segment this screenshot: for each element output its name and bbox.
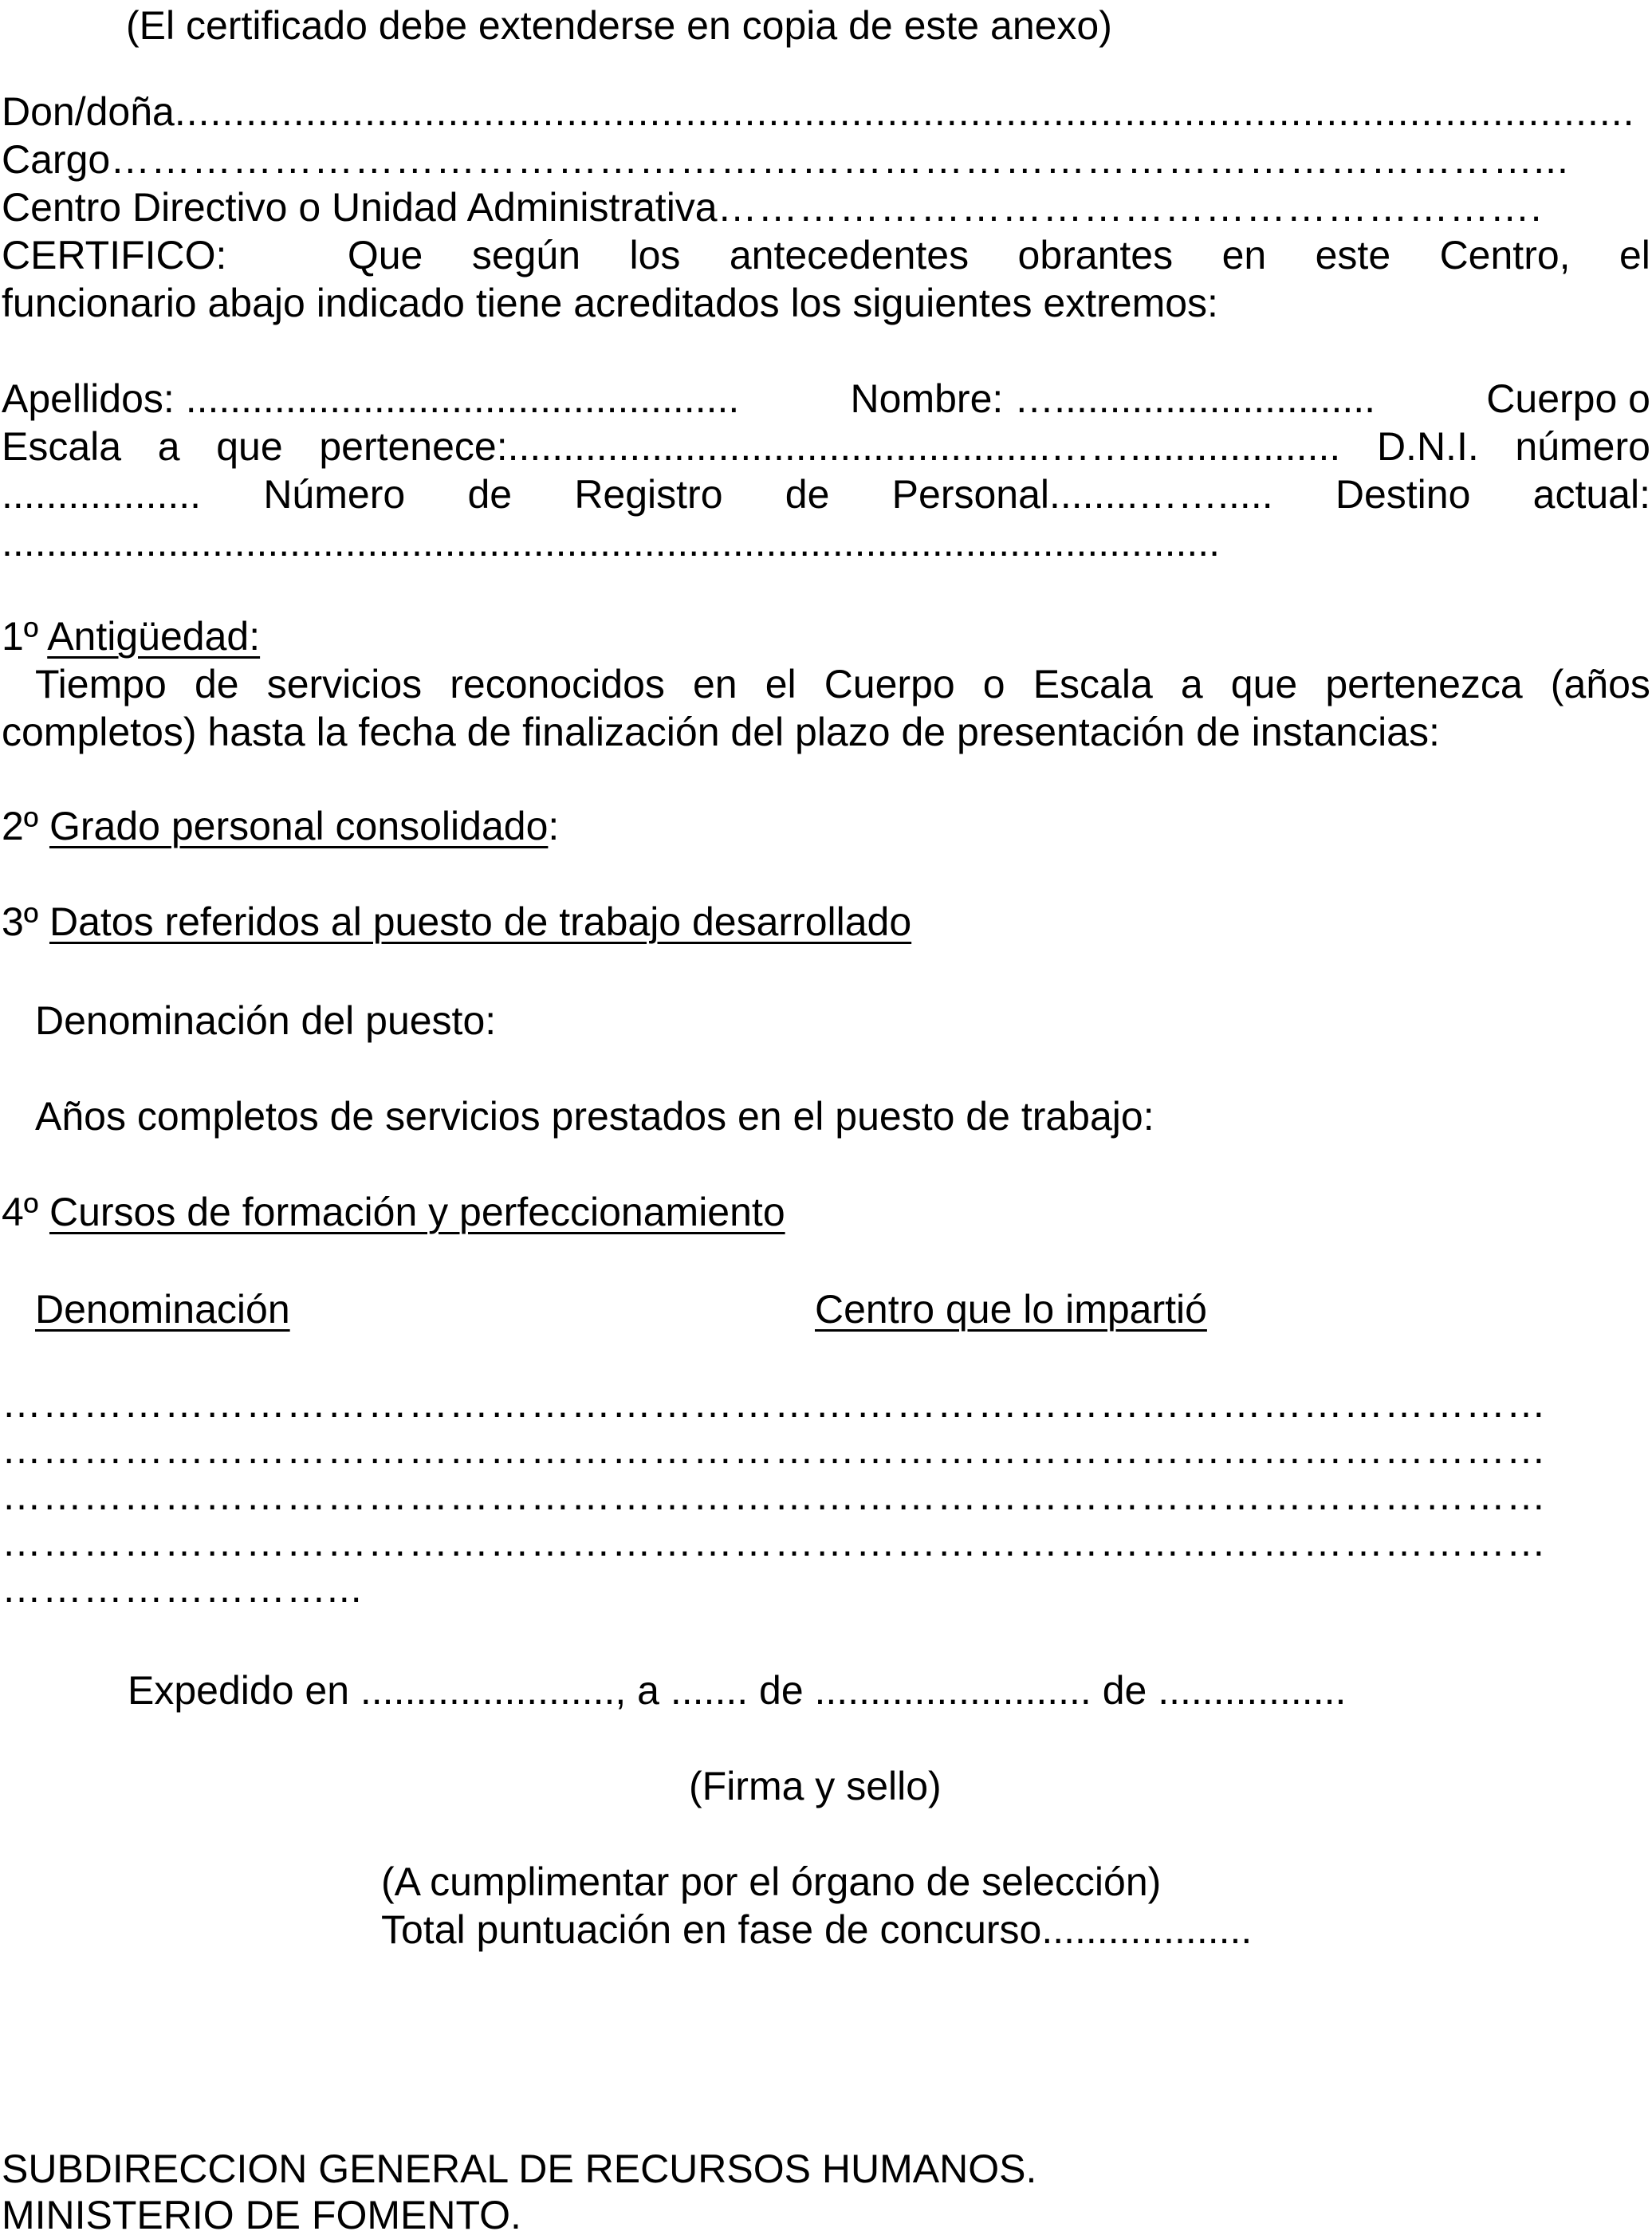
cumplimentar-note: (A cumplimentar por el órgano de selección) [381, 1859, 1162, 1904]
certifico-word: Que [347, 233, 423, 277]
fields-line-2 [2, 423, 1650, 470]
section-title: Grado personal consolidado [49, 804, 549, 848]
section-number: 1º [2, 614, 48, 659]
column-centro: Centro que lo impartió [815, 1287, 1207, 1332]
s1-word: pertenezca [1325, 662, 1523, 706]
s1-word: el [765, 662, 796, 706]
footer-subdireccion: SUBDIRECCION GENERAL DE RECURSOS HUMANOS. [2, 2147, 1037, 2191]
fields-line-1 [2, 375, 1650, 423]
field-word: número [1515, 424, 1650, 469]
s1-word: Cuerpo [824, 662, 955, 706]
footer-ministerio: MINISTERIO DE FOMENTO. [2, 2193, 521, 2237]
dotted-line: …………………………………………………………………………………………………… [2, 1520, 1547, 1564]
field-word: Número [263, 472, 406, 517]
section-4-heading [2, 1188, 785, 1236]
cargo-label: Cargo [2, 137, 111, 182]
certifico-word: obrantes [1017, 233, 1174, 277]
section-title: Cursos de formación y perfeccionamiento [49, 1190, 785, 1234]
dni-label: D.N.I. [1376, 424, 1479, 469]
field-cargo [2, 136, 1569, 183]
certifico-word: el [1619, 233, 1650, 277]
field-word: de [467, 472, 513, 517]
fields-line-4: .............................................................................................................. [2, 520, 1221, 565]
total-puntuacion: Total puntuación en fase de concurso................... [381, 1907, 1253, 1952]
section-number: 3º [2, 899, 49, 944]
section-number: 4º [2, 1190, 49, 1234]
centro-label: Centro Directivo o Unidad Administrativa [2, 185, 718, 230]
centro-dots: ……………………………………………………. [717, 185, 1543, 230]
certifico-line-2: funcionario abajo indicado tiene acreditados los siguientes extremos: [2, 281, 1218, 325]
s1-word: Tiempo [35, 662, 167, 706]
apellidos-field: Apellidos: .................................................. [2, 376, 740, 421]
s1-word: que [1230, 662, 1298, 706]
header-note: (El certificado debe extenderse en copia de este anexo) [126, 3, 1112, 48]
certifico-word: este [1315, 233, 1391, 277]
nombre-field: Nombre: …............................. [850, 376, 1376, 421]
field-word: actual: [1532, 472, 1650, 517]
certifico-label: CERTIFICO: [2, 233, 227, 277]
field-word: a [157, 424, 180, 469]
s1-word: reconocidos [450, 662, 665, 706]
cargo-dots: ……………………………………………………………………………………………... [110, 137, 1569, 182]
section-1-line-1 [35, 660, 1650, 708]
dotted-line: ……………………... [2, 1566, 363, 1611]
certifico-word: según [471, 233, 581, 277]
expedido-line: Expedido en ......................., a ....... de ......................... de ................. [128, 1668, 1347, 1713]
cuerpo-label: Cuerpo o [1486, 376, 1650, 421]
section-colon: : [548, 804, 560, 848]
s1-word: en [692, 662, 738, 706]
field-word: Destino [1335, 472, 1471, 517]
field-centro [2, 183, 1543, 231]
section-number: 2º [2, 804, 49, 848]
field-word: Escala [2, 424, 122, 469]
section-title: Datos referidos al puesto de trabajo desarrollado [49, 899, 912, 944]
column-denominacion: Denominación [35, 1287, 290, 1332]
s1-word: (años [1550, 662, 1650, 706]
section-3-heading [2, 898, 911, 946]
dotted-line: …………………………………………………………………………………………………… [2, 1474, 1547, 1518]
field-word: que [216, 424, 283, 469]
section-1-line-2: completos) hasta la fecha de finalización del plazo de presentación de instancias: [2, 710, 1440, 754]
fields-line-3 [2, 470, 1650, 518]
registro-field: Personal........……..... [891, 472, 1273, 517]
s1-word: a [1180, 662, 1203, 706]
section-1-heading [2, 612, 260, 660]
certifico-word: Centro, [1439, 233, 1571, 277]
section-title: Antigüedad: [47, 614, 261, 659]
certifico-word: en [1221, 233, 1267, 277]
certifico-line [2, 231, 1650, 279]
denominacion-puesto: Denominación del puesto: [35, 998, 497, 1043]
don-dona-label: Don/doña [2, 89, 175, 134]
escala-field: pertenece:.................................................……................... [319, 424, 1341, 469]
don-dona-dots: ........................................................................................................................... [174, 89, 1635, 134]
s1-word: de [194, 662, 239, 706]
anos-completos: Años completos de servicios prestados en el puesto de trabajo: [35, 1094, 1154, 1139]
s1-word: servicios [266, 662, 423, 706]
field-word: de [785, 472, 830, 517]
dotted-line: …………………………………………………………………………………………………… [2, 1381, 1547, 1426]
certifico-word: los [629, 233, 681, 277]
field-don-dona [2, 88, 1635, 136]
s1-word: o [982, 662, 1005, 706]
dni-dots: .................. [2, 472, 202, 517]
s1-word: Escala [1032, 662, 1153, 706]
dotted-line: …………………………………………………………………………………………………… [2, 1427, 1547, 1472]
field-word: Registro [574, 472, 723, 517]
certifico-word: antecedentes [729, 233, 970, 277]
section-2-heading [2, 802, 559, 850]
firma-sello: (Firma y sello) [689, 1764, 942, 1808]
